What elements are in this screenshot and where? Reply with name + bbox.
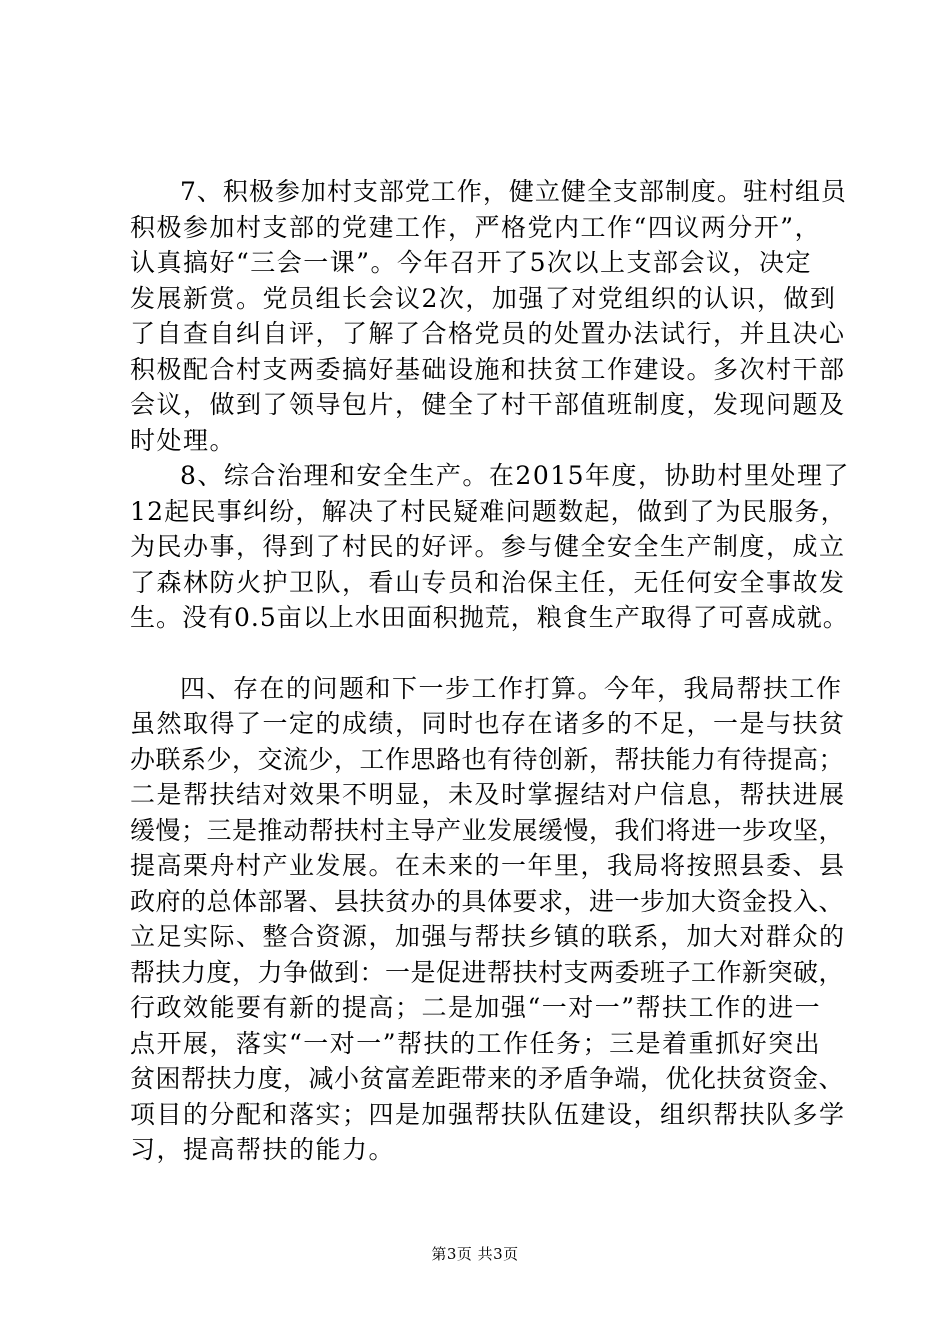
text-line: 四、存在的问题和下一步工作打算。今年，我局帮扶工作 xyxy=(180,673,843,703)
page-number-footer: 第3页 共3页 xyxy=(431,1245,519,1263)
text-line: 7、积极参加村支部党工作，健立健全支部制度。驻村组员 xyxy=(180,177,847,206)
text-line: 习，提高帮扶的能力。 xyxy=(130,1135,396,1164)
text-line: 帮扶力度，力争做到：一是促进帮扶村支两委班子工作新突破， xyxy=(130,957,845,987)
text-line: 政府的总体部署、县扶贫办的具体要求，进一步加大资金投入、 xyxy=(130,886,845,916)
paragraph-problems-plans xyxy=(130,671,850,1168)
text-line: 二是帮扶结对效果不明显，未及时掌握结对户信息，帮扶进展 xyxy=(130,780,846,809)
text-line: 项目的分配和落实；四是加强帮扶队伍建设，组织帮扶队多学 xyxy=(130,1099,846,1129)
text-line: 发展新赏。党员组长会议2次，加强了对党组织的认识，做到 xyxy=(130,283,837,313)
document-body xyxy=(130,174,850,1168)
paragraph-gap xyxy=(130,636,850,671)
text-line: 会议，做到了领导包片，健全了村干部值班制度，发现问题及 xyxy=(130,390,846,419)
text-line: 立足实际、整合资源，加强与帮扶乡镇的联系，加大对群众的 xyxy=(130,922,846,951)
text-line: 为民办事，得到了村民的好评。参与健全安全生产制度，成立 xyxy=(130,532,846,561)
text-line: 了自查自纠自评，了解了合格党员的处置办法试行，并且决心 xyxy=(130,319,846,348)
text-line: 时处理。 xyxy=(130,425,237,455)
text-line: 虽然取得了一定的成绩，同时也存在诸多的不足，一是与扶贫 xyxy=(130,709,846,738)
text-line: 贫困帮扶力度，减小贫富差距带来的矛盾争端，优化扶贫资金、 xyxy=(130,1064,845,1093)
text-line: 缓慢；三是推动帮扶村主导产业发展缓慢，我们将进一步攻坚， xyxy=(130,815,845,845)
text-line: 积极配合村支两委搞好基础设施和扶贫工作建设。多次村干部 xyxy=(130,354,846,384)
paragraph-safety xyxy=(130,458,850,636)
text-line: 行政效能要有新的提高；二是加强“一对一”帮扶工作的进一 xyxy=(130,993,822,1022)
text-line: 生。没有0.5亩以上水田面积抛荒，粮食生产取得了可喜成就。 xyxy=(130,603,849,632)
text-line: 8、综合治理和安全生产。在2015年度，协助村里处理了 xyxy=(180,461,851,490)
text-line: 积极参加村支部的党建工作，严格党内工作“四议两分开”， xyxy=(130,212,822,242)
text-line: 办联系少，交流少，工作思路也有待创新，帮扶能力有待提高； xyxy=(130,744,845,774)
text-line: 点开展，落实“一对一”帮扶的工作任务；三是着重抓好突出 xyxy=(130,1028,822,1058)
text-line: 12起民事纠纷，解决了村民疑难问题数起，做到了为民服务， xyxy=(130,496,847,526)
text-line: 提高栗舟村产业发展。在未来的一年里，我局将按照县委、县 xyxy=(130,851,846,880)
text-line: 了森林防火护卫队，看山专员和治保主任，无任何安全事故发 xyxy=(130,567,846,597)
paragraph-party-work xyxy=(130,174,850,458)
text-line: 认真搞好“三会一课”。今年召开了5次以上支部会议，决定 xyxy=(130,248,812,277)
